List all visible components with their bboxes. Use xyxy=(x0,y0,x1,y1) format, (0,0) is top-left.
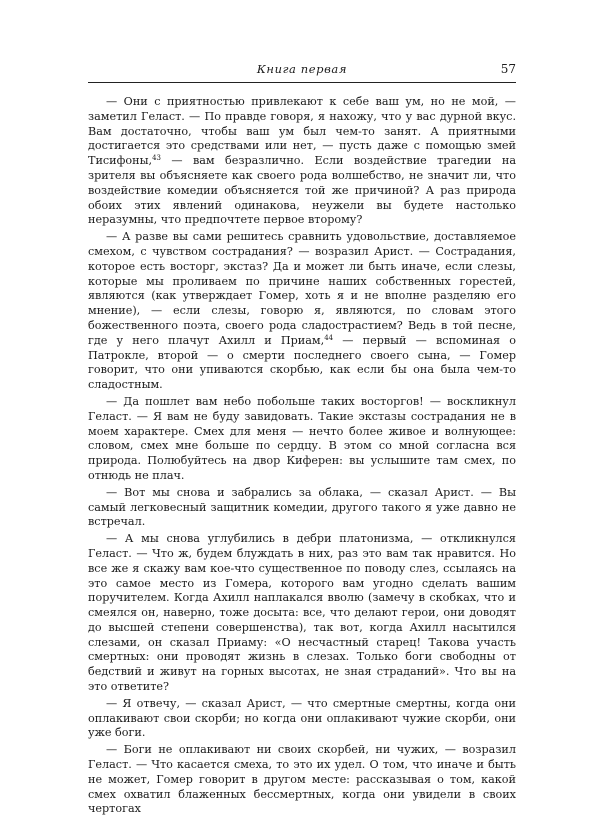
paragraph: — А разве вы сами решитесь сравнить удовольствие, доставляемое смехом, с чувством сострадания? — возразил Арист. — Сострадания, которое есть восторг, экстаз? Да и может ли быть иначе, если слезы, которые мы проливаем по причине наших собственных горестей, являются (как утверждает Гомер, хоть я и не вполне разделяю его мнение), — если слезы, говорю я, являются, по словам этого божественного поэта, своего рода сладострастием? Ведь в той песне, где у него плачут Ахилл и Приам,$^{44}$ — первый — вспоминая о Патрокле, второй — о смерти последнего своего сына, — Гомер говорит, что они упиваются скорбью, как если бы она была чем-то сладостным. xyxy=(88,230,517,392)
paragraph: — Боги не оплакивают ни своих скорбей, ни чужих, — возразил Геласт. — Что касается смеха, то это их удел. О том, что иначе и быть не может, Гомер говорит в другом месте: рассказывая о том, какой смех охватил блаженных бессмертных, когда они увидели в своих чертогах xyxy=(88,743,516,816)
footnote-ref: 43 xyxy=(152,154,161,163)
footnote-ref: 44 xyxy=(324,333,334,342)
paragraph: — Они с приятностью привлекают к себе ваш ум, но не мой, — заметил Геласт. — По правде говоря, я нахожу, что у вас дурной вкус. Вам достаточно, чтобы ваш ум был чем-то занят. А приятными достигается это средствами или нет, — пусть даже с помощью змей Тисифоны,$^{43}$ — вам безразлично. Если воздействие трагедии на зрителя вы объясняете как своего рода волшебство, не значит ли, что воздействие комедии объясняется той же причиной? А раз природа обоих этих явлений одинакова, неужели вы будете настолько неразумны, что предпочтете первое второму? xyxy=(88,95,516,227)
page-number: 57 xyxy=(500,62,516,76)
paragraph: — Я отвечу, — сказал Арист, — что смертные смертны, когда они оплакивают свои скорби; но когда они оплакивают чужие скорби, они уже боги. xyxy=(88,696,516,740)
running-title: Книга первая xyxy=(256,62,348,76)
paragraph: — А мы снова углубились в дебри платонизма, — откликнулся Геласт. — Что ж, будем блуждать в них, раз это вам так нравится. Но все же я скажу вам кое-что существенное по поводу слез, ссылаясь на это самое место из Гомера, которого вам угодно сделать вашим поручителем. Когда Ахилл наплакался вволю (замечу в скобках, что и смеялся он, наверно, тоже досыта: все, что делают герои, они доводят до высшей степени совершенства), так вот, когда Ахилл насытился слезами, он сказал Приаму: «О несчастный старец! Такова участь смертных: они проводят жизнь в слезах. Только боги свободны от бедствий и живут на горных высотах, не зная страданий». Что вы на это ответите? xyxy=(88,532,516,694)
body-text xyxy=(88,95,516,819)
paragraph: — Да пошлет вам небо побольше таких восторгов! — воскликнул Геласт. — Я вам не буду завидовать. Такие экстазы сострадания не в моем характере. Смех для меня — нечто более живое и волнующее: словом, смех мне больше по сердцу. В этом со мной согласна вся природа. Полюбуйтесь на двор Киферен: вы услышите там смех, по отнюдь не плач. xyxy=(88,394,516,482)
paragraph: — Вот мы снова и забрались за облака, — сказал Арист. — Вы самый легковесный защитник комедии, другого такого я уже давно не встречал. xyxy=(88,485,516,529)
running-header xyxy=(88,62,516,83)
